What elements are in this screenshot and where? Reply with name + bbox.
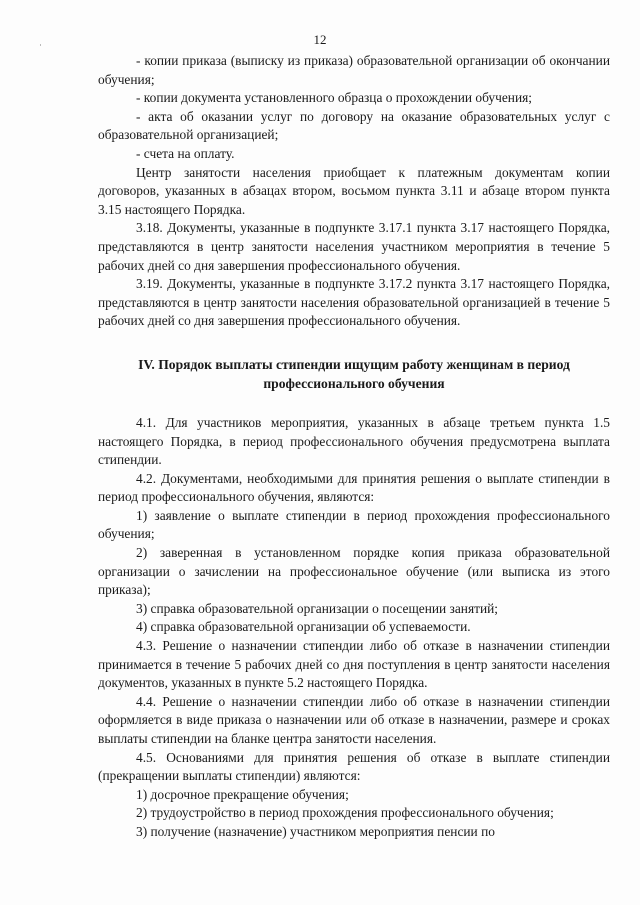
paragraph-4-3: 4.3. Решение о назначении стипендии либо об отказе в назначении стипендии принимается в течение 5 рабочих дней со дня поступления в центр занятости населения документов, указанных в пункте 5.2 настоящего Порядка. bbox=[98, 638, 610, 691]
list-item: 3) справка образовательной организации о посещении занятий; bbox=[136, 600, 499, 616]
list-item: - акта об оказании услуг по договору на оказание образовательных услуг с образовательной организацией; bbox=[98, 108, 610, 143]
list-item: 1) досрочное прекращение обучения; bbox=[136, 786, 349, 802]
section-heading: IV. Порядок выплаты стипендии ищущим работу женщинам в период профессионального обучения bbox=[138, 356, 570, 391]
list-item: 2) трудоустройство в период прохождения профессионального обучения; bbox=[136, 805, 554, 821]
list-item: - счета на оплату. bbox=[136, 145, 235, 161]
paragraph-3-18: 3.18. Документы, указанные в подпункте 3.17.1 пункта 3.17 настоящего Порядка, представляются в центр занятости населения участником мероприятия в течение 5 рабочих дней со дня завершения профессионального обучения. bbox=[98, 220, 610, 273]
paragraph-4-5: 4.5. Основаниями для принятия решения об отказе в выплате стипендии (прекращении выплаты стипендии) являются: bbox=[98, 749, 610, 784]
page-number: 12 bbox=[313, 32, 327, 47]
list-item: 3) получение (назначение) участником мероприятия пенсии по bbox=[136, 823, 495, 839]
list-item: - копии приказа (выписку из приказа) образовательной организации об окончании обучения; bbox=[98, 53, 610, 87]
list-item: 4) справка образовательной организации об успеваемости. bbox=[136, 619, 471, 635]
list-item: 1) заявление о выплате стипендии в период прохождения профессионального обучения; bbox=[98, 507, 610, 542]
paragraph: Центр занятости населения приобщает к платежным документам копии договоров, указанных в абзацах втором, восьмом пункта 3.11 и абзаце втором пункта 3.15 настоящего Порядка. bbox=[98, 164, 610, 217]
paragraph-4-2: 4.2. Документами, необходимыми для принятия решения о выплате стипендии в период профессионального обучения, являются: bbox=[98, 470, 610, 505]
list-item: 2) заверенная в установленном порядке копия приказа образовательной организации о зачислении на профессиональное обучение (или выписка из этого приказа); bbox=[98, 545, 610, 598]
paragraph-3-19: 3.19. Документы, указанные в подпункте 3.17.2 пункта 3.17 настоящего Порядка, представляются в центр занятости населения образовательной организацией в течение 5 рабочих дней со дня завершения профессионального обучения. bbox=[98, 276, 610, 329]
list-item: - копии документа установленного образца о прохождении обучения; bbox=[136, 90, 533, 106]
paragraph-4-4: 4.4. Решение о назначении стипендии либо об отказе в назначении стипендии оформляется в виде приказа о назначении или об отказе в назначении, размере и сроках выплаты стипендии на бланке центра занятости населения. bbox=[98, 693, 610, 746]
paragraph-4-1: 4.1. Для участников мероприятия, указанных в абзаце третьем пункта 1.5 настоящего Порядка, в период профессионального обучения предусмотрена выплата стипендии. bbox=[98, 414, 610, 468]
document-body bbox=[98, 52, 610, 842]
